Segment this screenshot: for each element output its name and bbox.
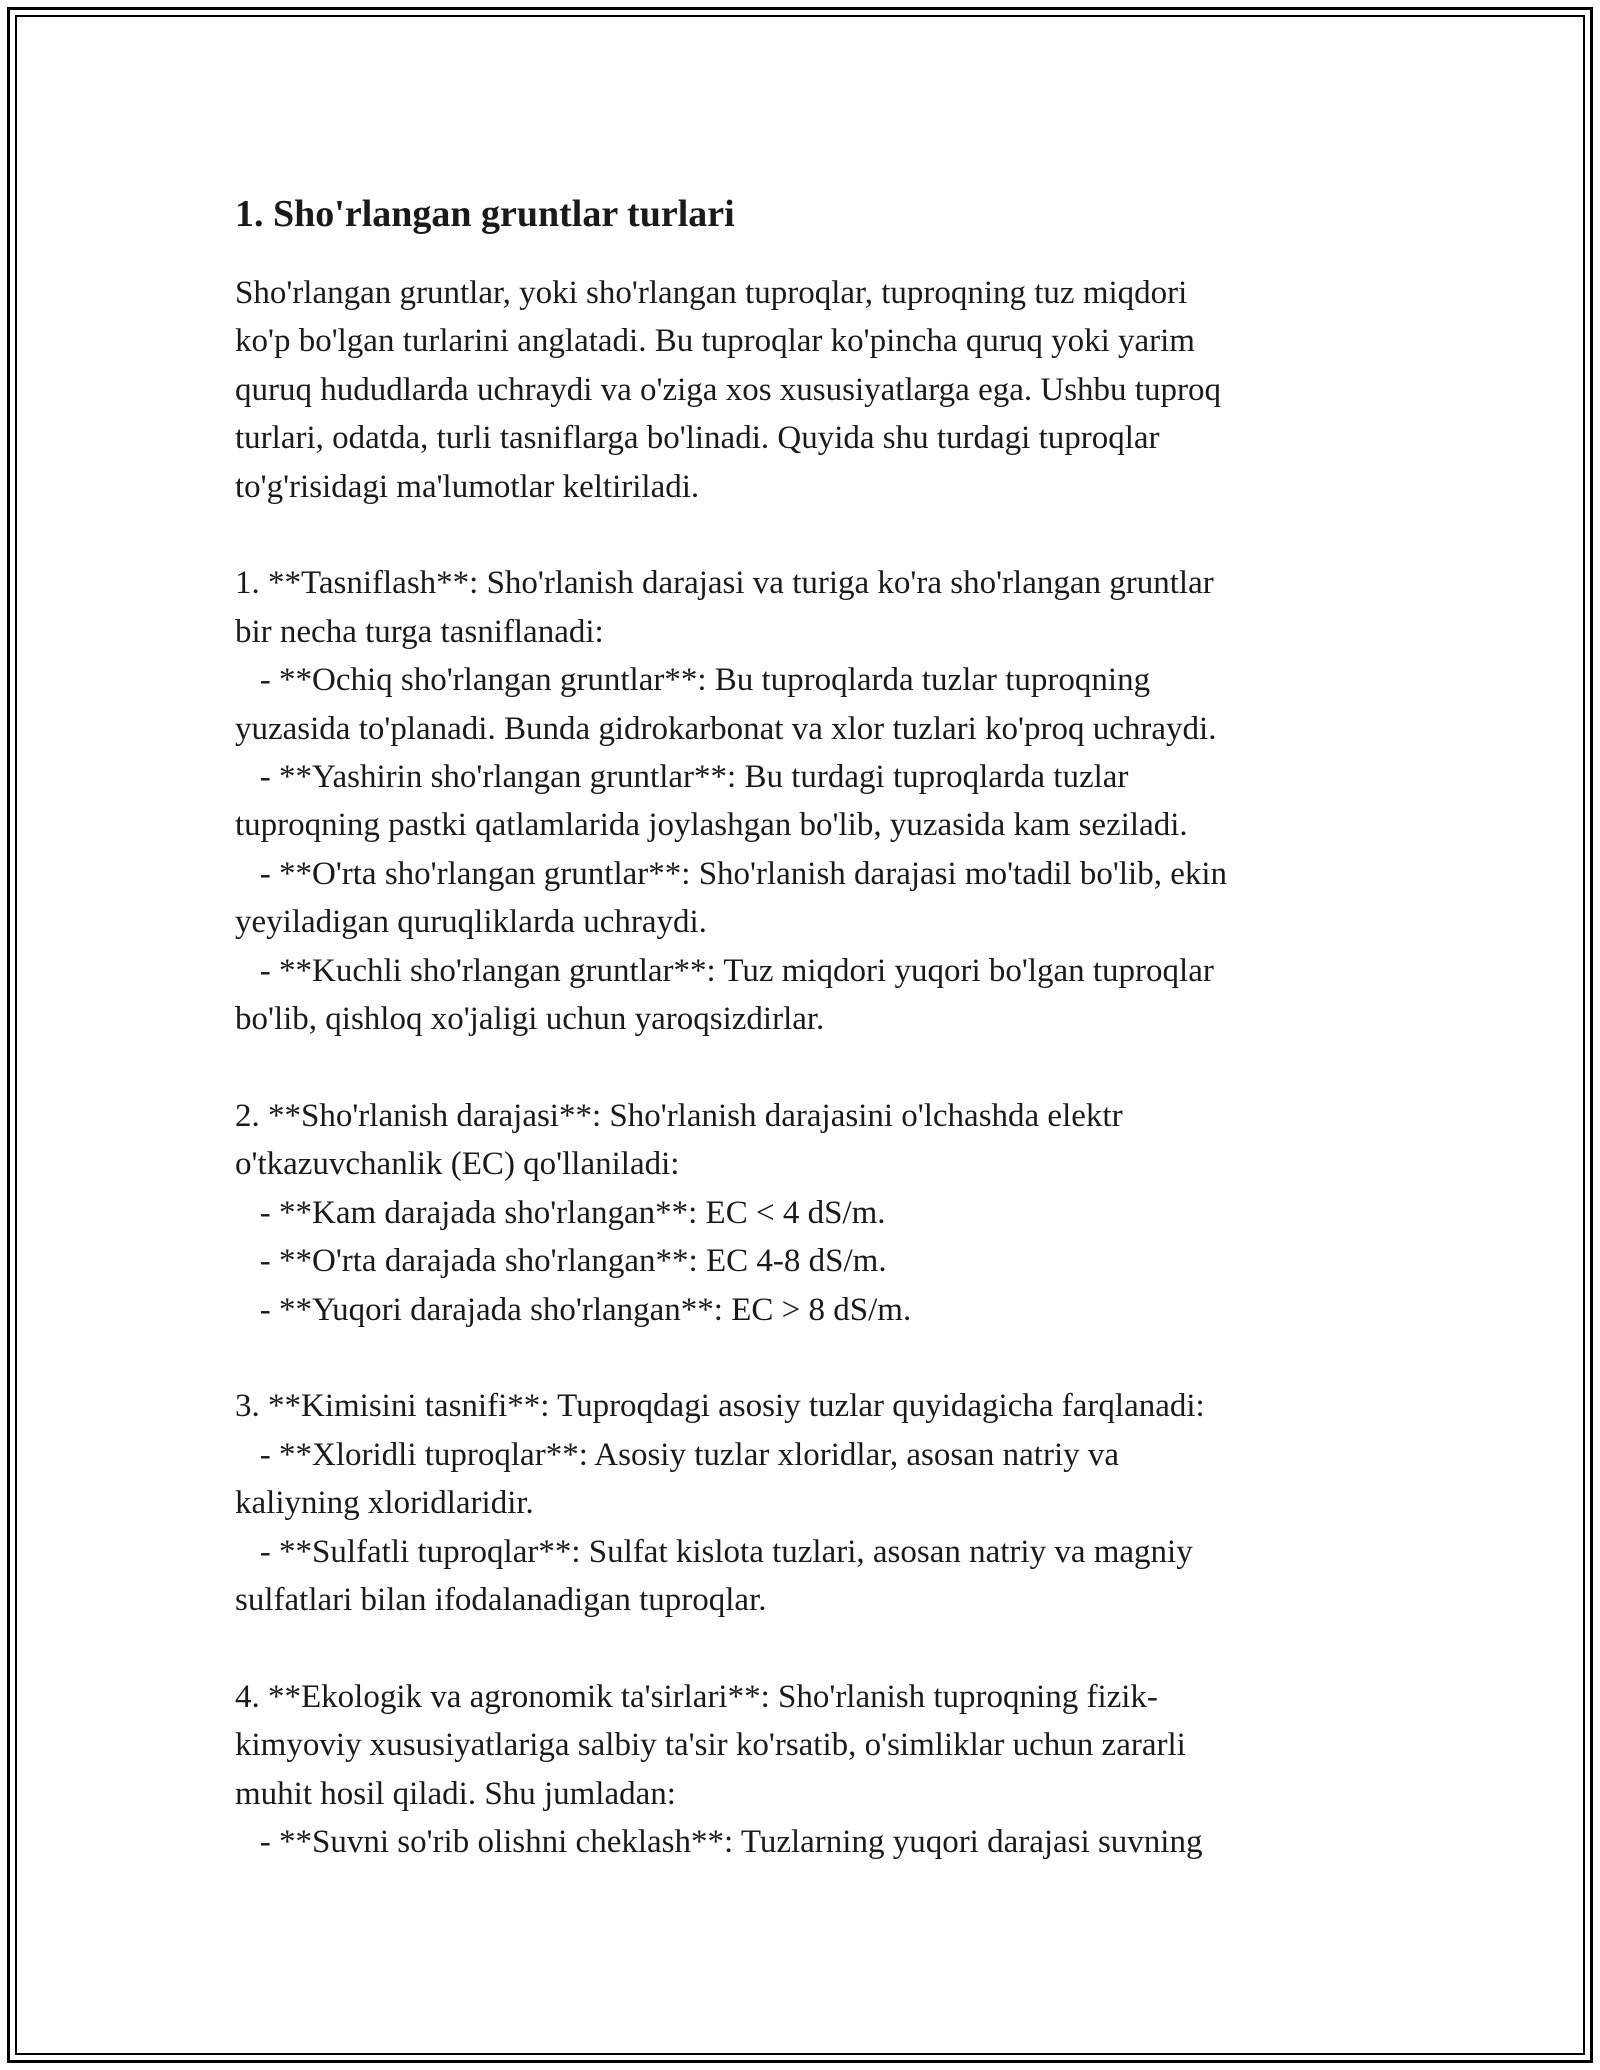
section-line: muhit hosil qiladi. Shu jumladan: [235,1775,676,1812]
section-line: 2. **Sho'rlanish darajasi**: Sho'rlanish darajasini o'lchashda elektr [235,1097,1123,1134]
section-line: 4. **Ekologik va agronomik ta'sirlari**: Sho'rlanish tuproqning fizik- [235,1678,1158,1715]
intro-line: ko'p bo'lgan turlarini anglatadi. Bu tuproqlar ko'pincha quruq yoki yarim [235,323,1195,360]
intro-line: to'g'risidagi ma'lumotlar keltiriladi. [235,468,700,505]
section-line: 3. **Kimisini tasnifi**: Tuproqdagi asosiy tuzlar quyidagicha farqlanadi: [235,1388,1205,1425]
intro-paragraph [235,269,1355,511]
section-line: yeyiladigan quruqliklarda uchraydi. [235,904,707,941]
intro-line: Sho'rlangan gruntlar, yoki sho'rlangan tuproqlar, tuproqning tuz miqdori [235,275,1188,311]
section-tasniflash [235,559,1355,1043]
document-text [235,269,1355,1866]
document-body [235,183,1355,1866]
paragraph-gap [235,1043,1355,1091]
section-line: bo'lib, qishloq xo'jaligi uchun yaroqsizdirlar. [235,1001,825,1038]
paragraph-gap [235,511,1355,559]
document-title: 1. Sho'rlangan gruntlar turlari [235,193,735,235]
intro-line: quruq hududlarda uchraydi va o'ziga xos xususiyatlarga ega. Ushbu tuproq [235,371,1221,408]
section-ekologik [235,1673,1355,1867]
section-line: - **O'rta darajada sho'rlangan**: EC 4-8 dS/m. [235,1243,887,1280]
section-line: - **Kuchli sho'rlangan gruntlar**: Tuz miqdori yuqori bo'lgan tuproqlar [235,952,1214,989]
section-line: 1. **Tasniflash**: Sho'rlanish darajasi va turiga ko'ra sho'rlangan gruntlar [235,565,1214,602]
section-kimisini-tasnifi [235,1382,1355,1624]
intro-line: turlari, odatda, turli tasniflarga bo'linadi. Quyida shu turdagi tuproqlar [235,420,1160,457]
section-line: - **Kam darajada sho'rlangan**: EC < 4 dS/m. [235,1194,886,1231]
section-line: yuzasida to'planadi. Bunda gidrokarbonat va xlor tuzlari ko'proq uchraydi. [235,710,1217,747]
section-line: - **Xloridli tuproqlar**: Asosiy tuzlar xloridlar, asosan natriy va [235,1436,1120,1473]
section-line: tuproqning pastki qatlamlarida joylashgan bo'lib, yuzasida kam seziladi. [235,807,1188,844]
section-line: o'tkazuvchanlik (EC) qo'llaniladi: [235,1146,680,1183]
section-line: - **Yashirin sho'rlangan gruntlar**: Bu turdagi tuproqlarda tuzlar [235,759,1129,796]
section-line: - **Suvni so'rib olishni cheklash**: Tuzlarning yuqori darajasi suvning [235,1823,1203,1860]
paragraph-gap [235,1334,1355,1382]
section-shorlanish-darajasi [235,1092,1355,1334]
section-line: - **Ochiq sho'rlangan gruntlar**: Bu tuproqlarda tuzlar tuproqning [235,662,1151,699]
section-line: bir necha turga tasniflanadi: [235,613,604,650]
paragraph-gap [235,1624,1355,1672]
section-line: kaliyning xloridlaridir. [235,1485,534,1522]
section-line: - **O'rta sho'rlangan gruntlar**: Sho'rlanish darajasi mo'tadil bo'lib, ekin [235,855,1228,892]
section-line: - **Sulfatli tuproqlar**: Sulfat kislota tuzlari, asosan natriy va magniy [235,1533,1193,1570]
section-line: - **Yuqori darajada sho'rlangan**: EC > 8 dS/m. [235,1291,912,1328]
section-line: sulfatlari bilan ifodalanadigan tuproqlar. [235,1581,767,1618]
section-line: kimyoviy xususiyatlariga salbiy ta'sir ko'rsatib, o'simliklar uchun zararli [235,1727,1186,1764]
